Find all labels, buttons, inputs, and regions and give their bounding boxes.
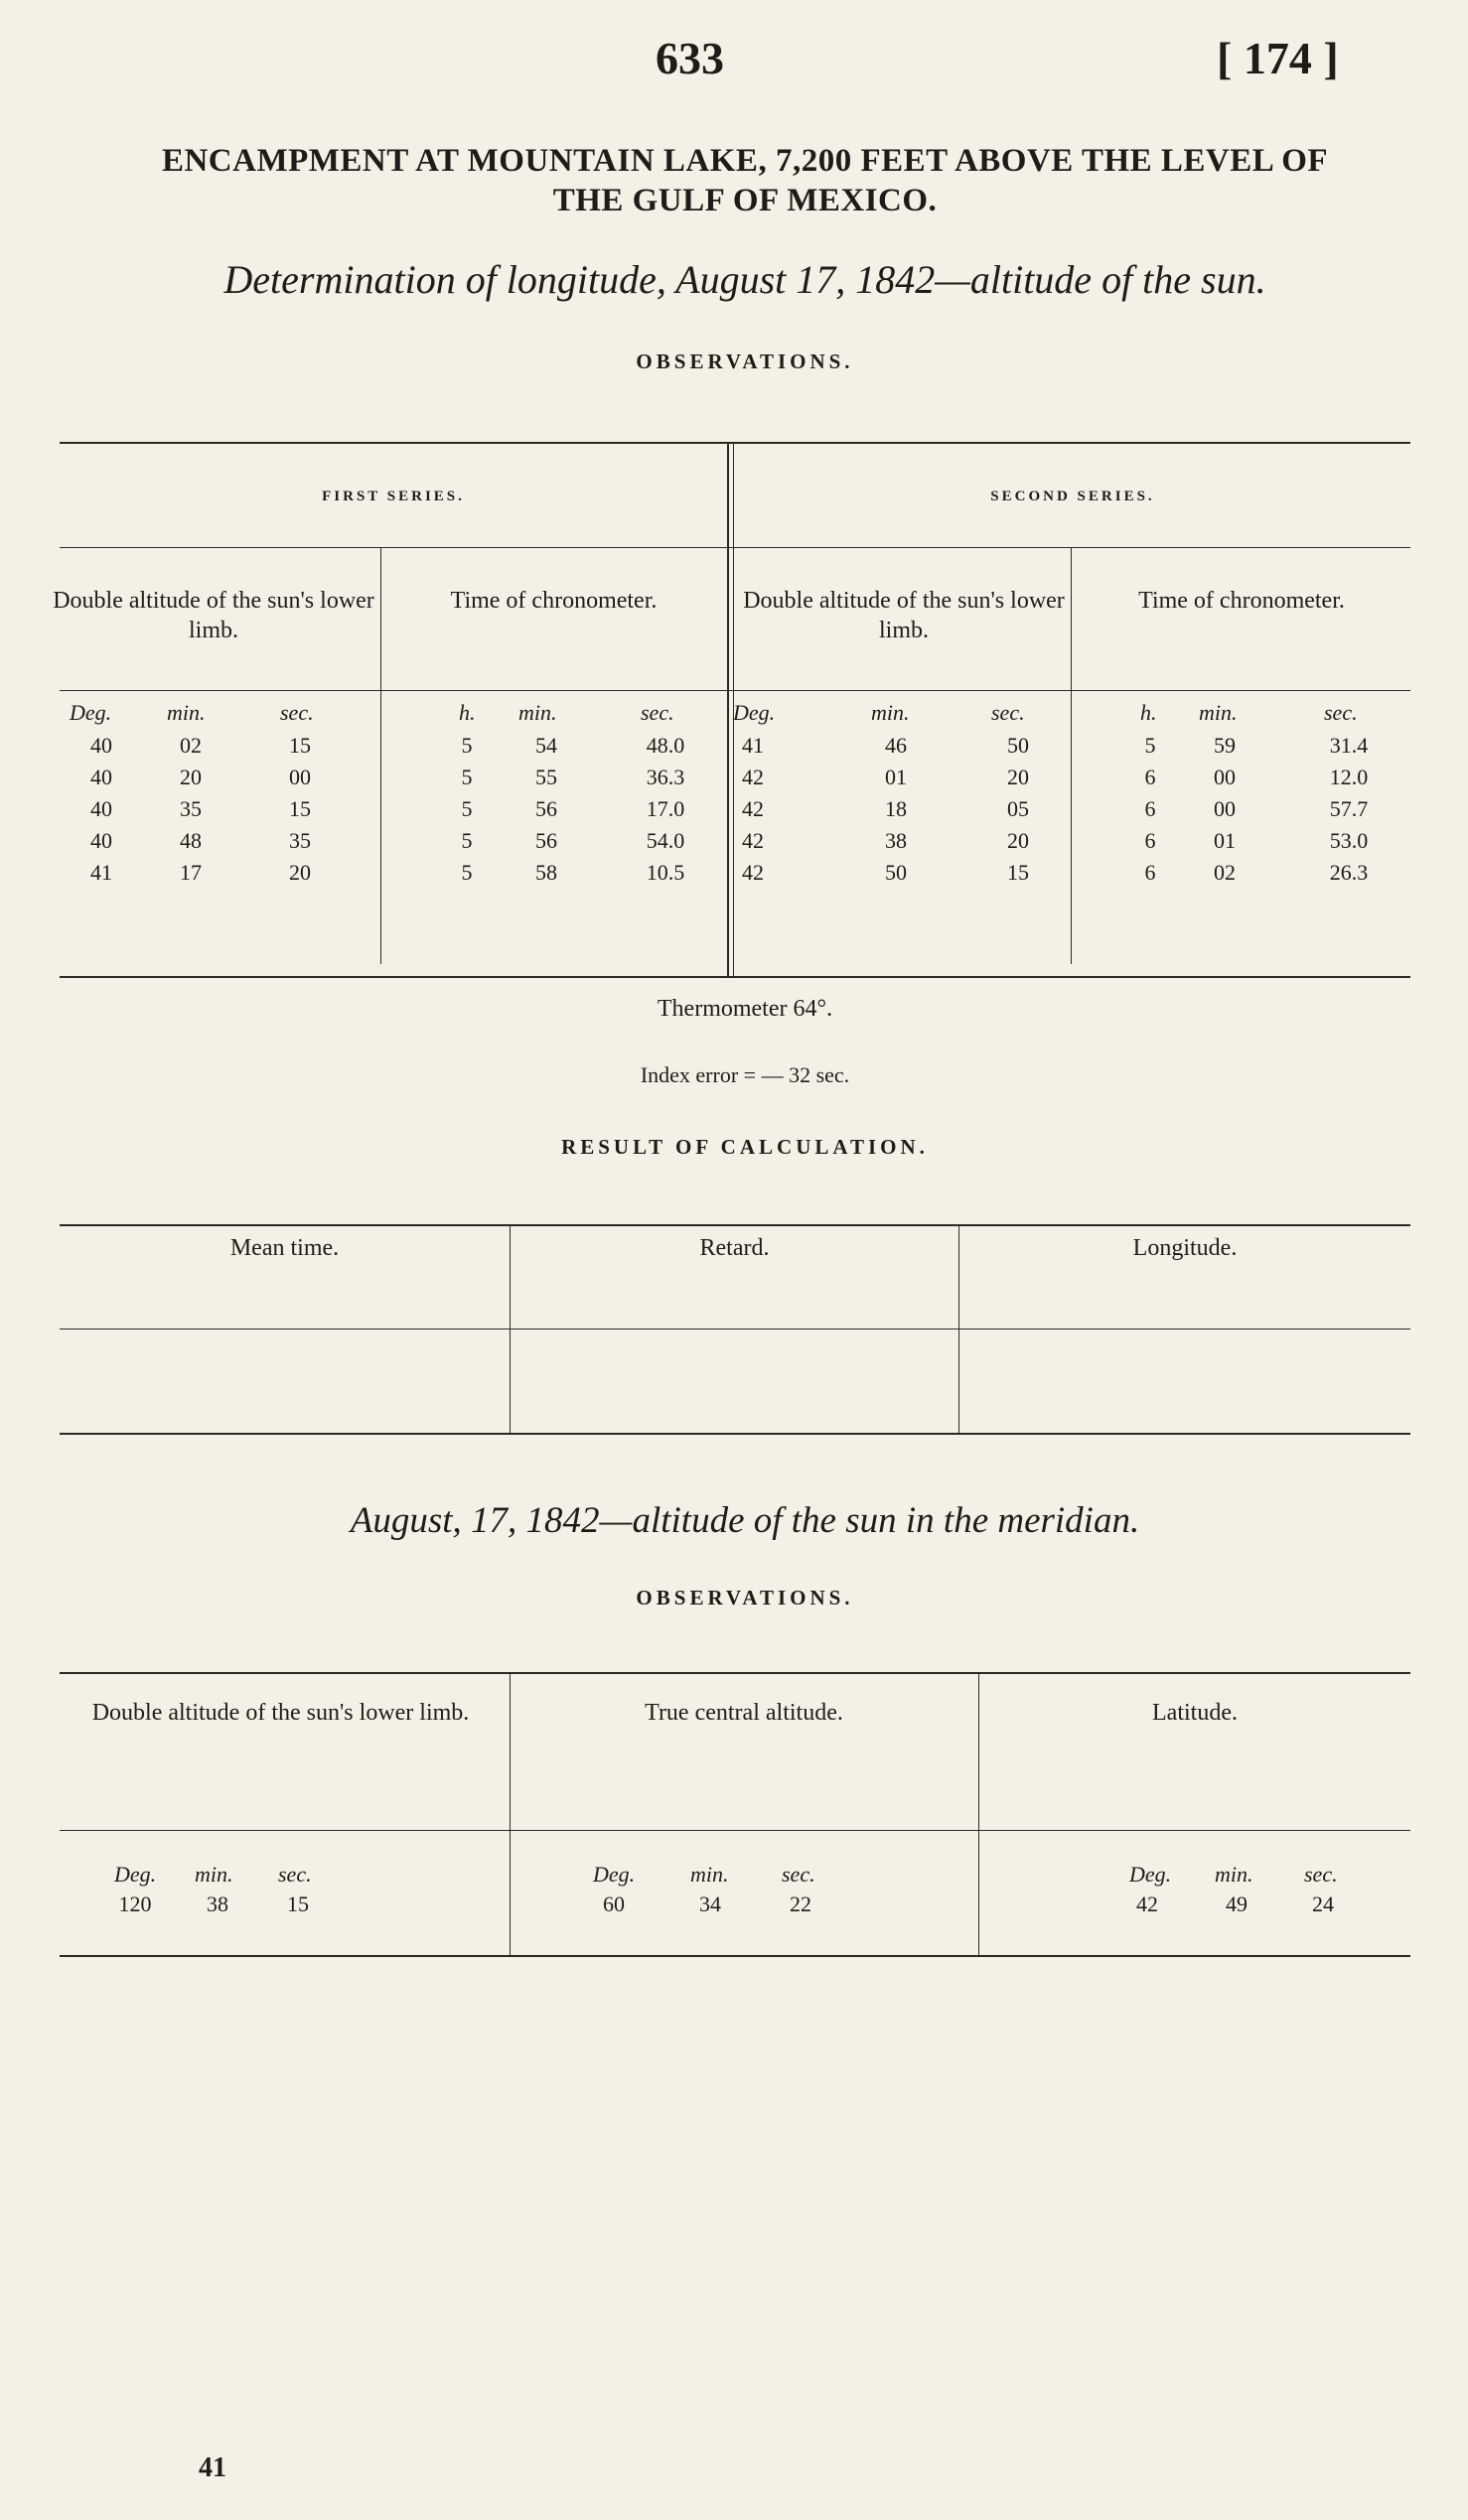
unit-deg: Deg. (733, 700, 776, 725)
cell: 40 (90, 796, 112, 821)
cell: 17.0 (646, 796, 685, 821)
unit-deg: Deg. (593, 1862, 636, 1887)
unit-deg: Deg. (70, 700, 112, 725)
unit-min: min. (167, 700, 206, 725)
cell: 54.0 (646, 828, 685, 853)
cell: 5 (461, 860, 473, 885)
unit-min: min. (1215, 1862, 1253, 1887)
cell: 05 (1007, 796, 1029, 821)
cell: 31.4 (1329, 733, 1369, 758)
cell: 5 (461, 796, 473, 821)
unit-sec: sec. (280, 700, 314, 725)
cell: 20 (289, 860, 311, 885)
cell: 15 (289, 733, 311, 758)
cell: 02 (1214, 860, 1236, 885)
col-time-1: Time of chronometer. (450, 588, 658, 614)
cell: 48.0 (646, 733, 685, 758)
observations-heading: OBSERVATIONS. (636, 350, 854, 373)
page-number: 633 (656, 33, 724, 83)
cell: 34 (699, 1891, 721, 1916)
thermometer-note: Thermometer 64°. (657, 996, 833, 1022)
col-latitude: Latitude. (1152, 1700, 1238, 1726)
cell: 6 (1144, 828, 1156, 853)
cell: 54 (535, 733, 557, 758)
col-double-altitude-2: Double altitude of the sun's lower limb. (743, 588, 1065, 643)
cell: 36.3 (646, 765, 685, 789)
unit-sec: sec. (782, 1862, 815, 1887)
cell: 50 (885, 860, 907, 885)
unit-min: min. (690, 1862, 729, 1887)
cell: 42 (742, 828, 764, 853)
cell: 35 (180, 796, 202, 821)
col-double-altitude-3: Double altitude of the sun's lower limb. (91, 1700, 470, 1726)
index-error-note: Index error = — 32 sec. (640, 1062, 850, 1087)
unit-min: min. (871, 700, 910, 725)
cell: 56 (535, 796, 557, 821)
unit-deg: Deg. (114, 1862, 157, 1887)
cell: 60 (603, 1891, 625, 1916)
cell: 20 (1007, 765, 1029, 789)
cell: 41 (90, 860, 112, 885)
unit-sec: sec. (1324, 700, 1358, 725)
cell: 35 (289, 828, 311, 853)
cell: 5 (1144, 733, 1156, 758)
cell: 26.3 (1329, 860, 1369, 885)
col-true-altitude: True central altitude. (645, 1700, 843, 1726)
col-mean-time: Mean time. (229, 1235, 340, 1261)
cell: 24 (1312, 1891, 1334, 1916)
unit-sec: sec. (641, 700, 674, 725)
col-retard: Retard. (699, 1235, 770, 1261)
cell: 00 (1214, 796, 1236, 821)
cell: 49 (1226, 1891, 1248, 1916)
cell: 01 (885, 765, 907, 789)
cell: 40 (90, 733, 112, 758)
section-subtitle: Determination of longitude, August 17, 1842—altitude of the sun. (223, 257, 1266, 302)
cell: 01 (1214, 828, 1236, 853)
title-line-1: ENCAMPMENT AT MOUNTAIN LAKE, 7,200 FEET ABOVE THE LEVEL OF (161, 143, 1329, 179)
cell: 56 (535, 828, 557, 853)
cell: 12.0 (1329, 765, 1369, 789)
unit-sec: sec. (278, 1862, 312, 1887)
cell: 41 (742, 733, 764, 758)
cell: 46 (885, 733, 907, 758)
cell: 5 (461, 765, 473, 789)
cell: 20 (1007, 828, 1029, 853)
observations-heading-2: OBSERVATIONS. (636, 1586, 854, 1610)
cell: 22 (790, 1891, 811, 1916)
cell: 6 (1144, 796, 1156, 821)
cell: 58 (535, 860, 557, 885)
cell: 15 (289, 796, 311, 821)
folio-number: [ 174 ] (1217, 33, 1339, 83)
cell: 53.0 (1329, 828, 1369, 853)
cell: 17 (180, 860, 202, 885)
cell: 120 (118, 1891, 152, 1916)
cell: 50 (1007, 733, 1029, 758)
cell: 18 (885, 796, 907, 821)
result-heading: RESULT OF CALCULATION. (561, 1135, 929, 1159)
cell: 59 (1214, 733, 1236, 758)
cell: 6 (1144, 765, 1156, 789)
signature-number: 41 (199, 2452, 226, 2483)
unit-min: min. (1199, 700, 1238, 725)
cell: 00 (289, 765, 311, 789)
cell: 40 (90, 828, 112, 853)
first-series-label: FIRST SERIES. (322, 489, 465, 504)
cell: 15 (1007, 860, 1029, 885)
cell: 42 (742, 860, 764, 885)
cell: 5 (461, 733, 473, 758)
meridian-section-title: August, 17, 1842—altitude of the sun in the meridian. (350, 1500, 1140, 1541)
unit-sec: sec. (991, 700, 1025, 725)
page-title (40, 141, 1450, 220)
title-line-2: THE GULF OF MEXICO. (552, 183, 938, 218)
cell: 6 (1144, 860, 1156, 885)
second-series-label: SECOND SERIES. (990, 489, 1155, 504)
cell: 42 (742, 796, 764, 821)
cell: 38 (207, 1891, 228, 1916)
col-time-2: Time of chronometer. (1138, 588, 1345, 614)
cell: 42 (1136, 1891, 1158, 1916)
cell: 42 (742, 765, 764, 789)
cell: 5 (461, 828, 473, 853)
unit-deg: Deg. (1129, 1862, 1172, 1887)
col-double-altitude-1: Double altitude of the sun's lower limb. (53, 588, 374, 643)
cell: 00 (1214, 765, 1236, 789)
unit-h: h. (459, 700, 476, 725)
col-longitude: Longitude. (1132, 1235, 1238, 1261)
cell: 40 (90, 765, 112, 789)
cell: 55 (535, 765, 557, 789)
unit-min: min. (518, 700, 557, 725)
unit-min: min. (195, 1862, 233, 1887)
cell: 02 (180, 733, 202, 758)
unit-sec: sec. (1304, 1862, 1338, 1887)
cell: 20 (180, 765, 202, 789)
cell: 57.7 (1329, 796, 1369, 821)
cell: 10.5 (646, 860, 685, 885)
unit-h: h. (1140, 700, 1157, 725)
cell: 15 (287, 1891, 309, 1916)
cell: 48 (180, 828, 202, 853)
cell: 38 (885, 828, 907, 853)
